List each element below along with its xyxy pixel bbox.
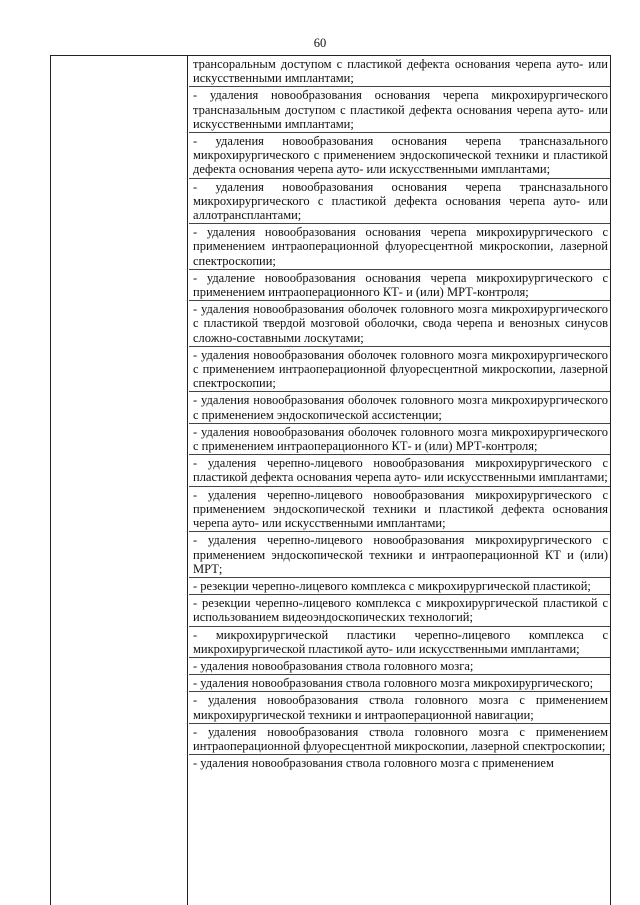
page-number: 60: [313, 36, 327, 50]
procedure-entry: - резекции черепно-лицевого комплекса с микрохирургической пластикой;: [189, 578, 610, 595]
procedure-entry: - удаления новообразования оболочек головного мозга микрохирургического с пластикой твердой мозговой оболочки, свода черепа и венозных синусов сложно-составными лоскутами;: [189, 301, 610, 347]
procedure-entry: - удаления черепно-лицевого новообразования микрохирургического с применением эндоскопической техники и интраоперационной КТ и (или) МРТ;: [189, 532, 610, 578]
procedure-entry: - микрохирургической пластики черепно-лицевого комплекса с микрохирургической пластикой ауто- или искусственными имплантами;: [189, 627, 610, 658]
table-left-column: [51, 56, 188, 905]
procedure-entry: - удаления новообразования ствола головного мозга с применением интраоперационной флуоресцентной микроскопии, лазерной спектроскопии;: [189, 724, 610, 755]
procedure-entry: - удаления новообразования основания черепа трансназального микрохирургического с применением эндоскопической техники и пластикой дефекта основания черепа ауто- или искусственными имплантами;: [189, 133, 610, 179]
procedure-entry: - удаления новообразования оболочек головного мозга микрохирургического с применением интраоперационного КТ- и (или) МРТ-контроля;: [189, 424, 610, 455]
procedure-entry: - удаления новообразования ствола головного мозга с применением микрохирургической техники и интраоперационной навигации;: [189, 692, 610, 723]
procedure-entry: - резекции черепно-лицевого комплекса с микрохирургической пластикой с использованием видеоэндоскопических технологий;: [189, 595, 610, 626]
procedure-entry: - удаления новообразования основания черепа трансназального микрохирургического с пластикой дефекта основания черепа ауто- или аллотрансплантами;: [189, 179, 610, 225]
procedure-entry: - удаления новообразования основания черепа микрохирургического трансназальным доступом с пластикой дефекта основания черепа ауто- или искусственными имплантами;: [189, 87, 610, 133]
procedure-entry: - удаления новообразования ствола головного мозга;: [189, 658, 610, 675]
procedure-entry: - удаления новообразования оболочек головного мозга микрохирургического с применением интраоперационной флуоресцентной микроскопии, лазерной спектроскопии;: [189, 347, 610, 393]
table-right-column: [189, 56, 610, 905]
document-table: [50, 55, 611, 905]
procedure-entry: - удаления новообразования ствола головного мозга микрохирургического;: [189, 675, 610, 692]
procedure-entry: - удаления черепно-лицевого новообразования микрохирургического с применением эндоскопической техники и пластикой дефекта основания черепа ауто- или искусственными имплантами;: [189, 487, 610, 533]
procedure-entry: - удаления новообразования ствола головного мозга с применением: [193, 756, 554, 771]
procedure-entry: - удаление новообразования основания черепа микрохирургического с применением интраоперационного КТ- и (или) МРТ-контроля;: [189, 270, 610, 301]
procedure-entry: трансоральным доступом с пластикой дефекта основания черепа ауто- или искусственными имплантами;: [189, 56, 610, 87]
procedure-entry: - удаления новообразования оболочек головного мозга микрохирургического с применением эндоскопической ассистенции;: [189, 392, 610, 423]
procedure-entry: - удаления черепно-лицевого новообразования микрохирургического с пластикой дефекта основания черепа ауто- или искусственными имплантами;: [189, 455, 610, 486]
procedure-entry: - удаления новообразования основания черепа микрохирургического с применением интраоперационной флуоресцентной микроскопии, лазерной спектроскопии;: [189, 224, 610, 270]
